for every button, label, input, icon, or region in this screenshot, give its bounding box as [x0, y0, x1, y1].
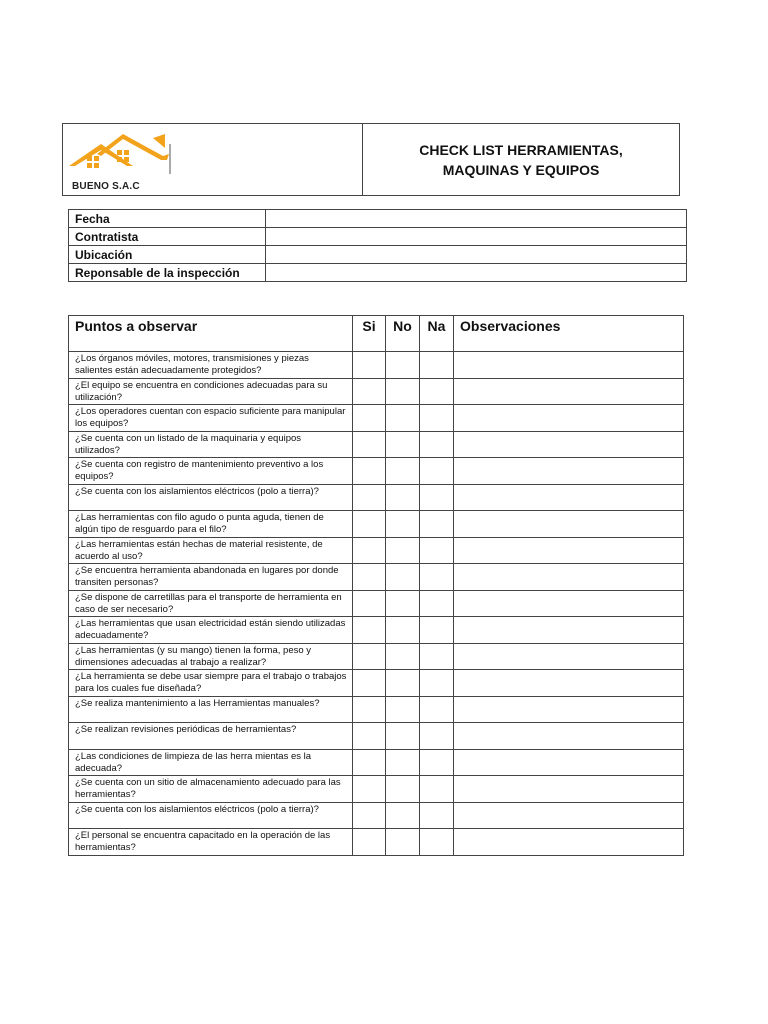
checklist-question: ¿Se cuenta con un listado de la maquinaria y equipos utilizados? — [69, 431, 353, 458]
column-header-no: No — [386, 316, 420, 352]
si-cell[interactable] — [353, 749, 386, 776]
na-cell[interactable] — [420, 537, 454, 564]
no-cell[interactable] — [386, 458, 420, 485]
si-cell[interactable] — [353, 590, 386, 617]
si-cell[interactable] — [353, 352, 386, 379]
checklist-row — [69, 484, 684, 511]
na-cell[interactable] — [420, 776, 454, 803]
checklist-question: ¿El personal se encuentra capacitado en la operación de las herramientas? — [69, 829, 353, 856]
na-cell[interactable] — [420, 749, 454, 776]
observaciones-cell[interactable] — [454, 670, 684, 697]
checklist-row — [69, 537, 684, 564]
na-cell[interactable] — [420, 458, 454, 485]
checklist-question: ¿Las condiciones de limpieza de las herra mientas es la adecuada? — [69, 749, 353, 776]
checklist-question: ¿Se realiza mantenimiento a las Herramientas manuales? — [69, 696, 353, 723]
si-cell[interactable] — [353, 564, 386, 591]
observaciones-cell[interactable] — [454, 405, 684, 432]
si-cell[interactable] — [353, 378, 386, 405]
checklist-question: ¿Se realizan revisiones periódicas de herramientas? — [69, 723, 353, 750]
no-cell[interactable] — [386, 405, 420, 432]
info-table — [68, 209, 687, 282]
na-cell[interactable] — [420, 405, 454, 432]
si-cell[interactable] — [353, 802, 386, 829]
si-cell[interactable] — [353, 431, 386, 458]
na-cell[interactable] — [420, 484, 454, 511]
checklist-row — [69, 352, 684, 379]
na-cell[interactable] — [420, 829, 454, 856]
na-cell[interactable] — [420, 723, 454, 750]
checklist-row — [69, 723, 684, 750]
info-row — [69, 264, 687, 282]
checklist-row — [69, 511, 684, 538]
na-cell[interactable] — [420, 670, 454, 697]
observaciones-cell[interactable] — [454, 696, 684, 723]
checklist-row — [69, 670, 684, 697]
house-logo-icon — [67, 126, 177, 181]
no-cell[interactable] — [386, 511, 420, 538]
no-cell[interactable] — [386, 590, 420, 617]
no-cell[interactable] — [386, 802, 420, 829]
info-value-field[interactable] — [266, 264, 687, 282]
checklist-row — [69, 590, 684, 617]
checklist-question: ¿Se cuenta con los aislamientos eléctricos (polo a tierra)? — [69, 484, 353, 511]
no-cell[interactable] — [386, 829, 420, 856]
no-cell[interactable] — [386, 352, 420, 379]
checklist-row — [69, 776, 684, 803]
checklist-row — [69, 749, 684, 776]
observaciones-cell[interactable] — [454, 617, 684, 644]
info-label: Contratista — [69, 228, 266, 246]
no-cell[interactable] — [386, 484, 420, 511]
checklist-question: ¿Las herramientas (y su mango) tienen la forma, peso y dimensiones adecuadas al trabajo a realizar? — [69, 643, 353, 670]
checklist-question: ¿Se dispone de carretillas para el transporte de herramienta en caso de ser necesario? — [69, 590, 353, 617]
si-cell[interactable] — [353, 723, 386, 750]
observaciones-cell[interactable] — [454, 776, 684, 803]
checklist-question: ¿Las herramientas con filo agudo o punta aguda, tienen de algún tipo de resguardo para el filo? — [69, 511, 353, 538]
column-header-na: Na — [420, 316, 454, 352]
company-name: BUENO S.A.C — [72, 181, 140, 192]
checklist-question: ¿Las herramientas están hechas de material resistente, de acuerdo al uso? — [69, 537, 353, 564]
si-cell[interactable] — [353, 484, 386, 511]
no-cell[interactable] — [386, 537, 420, 564]
observaciones-cell[interactable] — [454, 643, 684, 670]
no-cell[interactable] — [386, 749, 420, 776]
checklist-question: ¿El equipo se encuentra en condiciones adecuadas para su utilización? — [69, 378, 353, 405]
checklist-question: ¿Se cuenta con un sitio de almacenamiento adecuado para las herramientas? — [69, 776, 353, 803]
checklist-row — [69, 643, 684, 670]
observaciones-cell[interactable] — [454, 749, 684, 776]
column-header-observaciones: Observaciones — [454, 316, 684, 352]
document-title: CHECK LIST HERRAMIENTAS, MAQUINAS Y EQUIPOS — [419, 141, 623, 178]
na-cell[interactable] — [420, 352, 454, 379]
observaciones-cell[interactable] — [454, 484, 684, 511]
checklist-table — [68, 315, 684, 856]
no-cell[interactable] — [386, 564, 420, 591]
info-row — [69, 210, 687, 228]
company-logo — [63, 124, 363, 195]
checklist-row — [69, 431, 684, 458]
si-cell[interactable] — [353, 670, 386, 697]
checklist-row — [69, 405, 684, 432]
checklist-question: ¿Los órganos móviles, motores, transmisiones y piezas salientes están adecuadamente protegidos? — [69, 352, 353, 379]
checklist-row — [69, 564, 684, 591]
si-cell[interactable] — [353, 511, 386, 538]
info-label: Reponsable de la inspección — [69, 264, 266, 282]
column-header-points: Puntos a observar — [69, 316, 353, 352]
info-value-field[interactable] — [266, 228, 687, 246]
si-cell[interactable] — [353, 617, 386, 644]
si-cell[interactable] — [353, 537, 386, 564]
observaciones-cell[interactable] — [454, 802, 684, 829]
observaciones-cell[interactable] — [454, 564, 684, 591]
si-cell[interactable] — [353, 643, 386, 670]
checklist-question: ¿Se cuenta con los aislamientos eléctricos (polo a tierra)? — [69, 802, 353, 829]
observaciones-cell[interactable] — [454, 352, 684, 379]
na-cell[interactable] — [420, 617, 454, 644]
checklist-row — [69, 617, 684, 644]
info-label: Fecha — [69, 210, 266, 228]
na-cell[interactable] — [420, 590, 454, 617]
si-cell[interactable] — [353, 405, 386, 432]
info-row — [69, 246, 687, 264]
observaciones-cell[interactable] — [454, 723, 684, 750]
si-cell[interactable] — [353, 776, 386, 803]
no-cell[interactable] — [386, 776, 420, 803]
no-cell[interactable] — [386, 670, 420, 697]
checklist-header-row — [69, 316, 684, 352]
observaciones-cell[interactable] — [454, 458, 684, 485]
document-header — [62, 123, 680, 196]
observaciones-cell[interactable] — [454, 431, 684, 458]
column-header-si: Si — [353, 316, 386, 352]
na-cell[interactable] — [420, 643, 454, 670]
checklist-row — [69, 802, 684, 829]
info-row — [69, 228, 687, 246]
checklist-question: ¿Se cuenta con registro de mantenimiento preventivo a los equipos? — [69, 458, 353, 485]
checklist-question: ¿Se encuentra herramienta abandonada en lugares por donde transiten personas? — [69, 564, 353, 591]
checklist-row — [69, 696, 684, 723]
checklist-row — [69, 378, 684, 405]
no-cell[interactable] — [386, 431, 420, 458]
checklist-question: ¿Las herramientas que usan electricidad están siendo utilizadas adecuadamente? — [69, 617, 353, 644]
checklist-question: ¿Los operadores cuentan con espacio suficiente para manipular los equipos? — [69, 405, 353, 432]
info-value-field[interactable] — [266, 210, 687, 228]
no-cell[interactable] — [386, 378, 420, 405]
si-cell[interactable] — [353, 829, 386, 856]
na-cell[interactable] — [420, 378, 454, 405]
checklist-row — [69, 829, 684, 856]
na-cell[interactable] — [420, 431, 454, 458]
si-cell[interactable] — [353, 696, 386, 723]
na-cell[interactable] — [420, 564, 454, 591]
info-value-field[interactable] — [266, 246, 687, 264]
observaciones-cell[interactable] — [454, 590, 684, 617]
no-cell[interactable] — [386, 617, 420, 644]
na-cell[interactable] — [420, 802, 454, 829]
observaciones-cell[interactable] — [454, 511, 684, 538]
checklist-question: ¿La herramienta se debe usar siempre para el trabajo o trabajos para los cuales fue diseñada? — [69, 670, 353, 697]
si-cell[interactable] — [353, 458, 386, 485]
no-cell[interactable] — [386, 723, 420, 750]
na-cell[interactable] — [420, 696, 454, 723]
no-cell[interactable] — [386, 643, 420, 670]
na-cell[interactable] — [420, 511, 454, 538]
observaciones-cell[interactable] — [454, 378, 684, 405]
observaciones-cell[interactable] — [454, 829, 684, 856]
info-label: Ubicación — [69, 246, 266, 264]
no-cell[interactable] — [386, 696, 420, 723]
observaciones-cell[interactable] — [454, 537, 684, 564]
checklist-row — [69, 458, 684, 485]
